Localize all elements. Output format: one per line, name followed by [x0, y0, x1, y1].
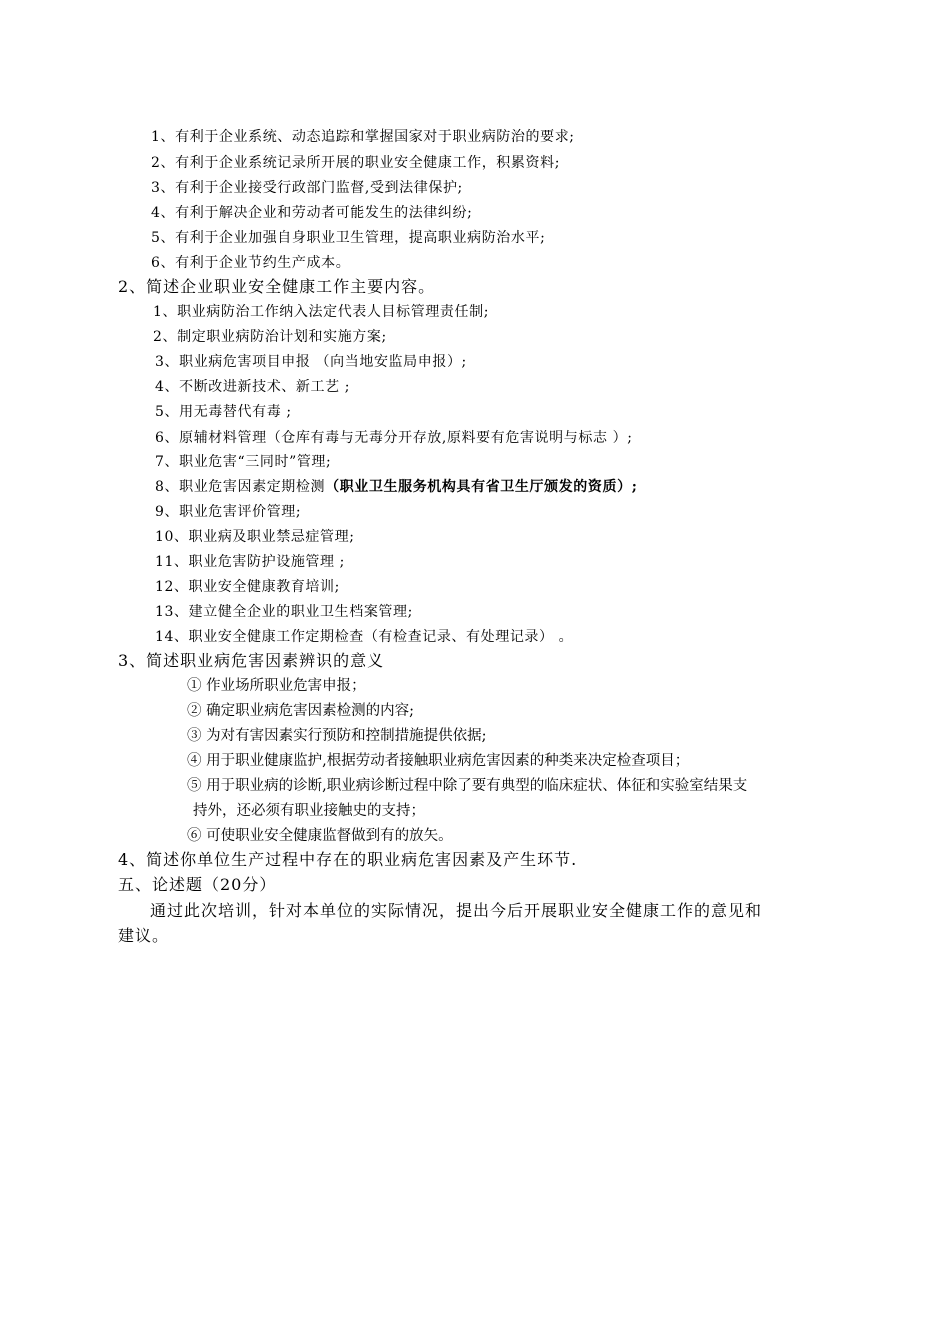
list-item-emphasis: （职业卫生服务机构具有省卫生厅颁发的资质）; — [325, 479, 638, 495]
question-2-heading: 2、简述企业职业安全健康工作主要内容。 — [118, 277, 436, 296]
list-item: 2、制定职业病防治计划和实施方案; — [153, 329, 387, 345]
list-item: 5、有利于企业加强自身职业卫生管理，提高职业病防治水平; — [151, 230, 546, 246]
list-item: 3、有利于企业接受行政部门监督,受到法律保护; — [151, 180, 463, 196]
list-item: ⑥ 可使职业安全健康监督做到有的放矢。 — [187, 828, 453, 844]
list-item-continuation: 持外，还必须有职业接触史的支持； — [193, 803, 425, 819]
list-item: 4、不断改进新技术、新工艺 ; — [155, 379, 351, 395]
list-item: 4、有利于解决企业和劳动者可能发生的法律纠纷; — [151, 205, 473, 221]
question-4-heading: 4、简述你单位生产过程中存在的职业病危害因素及产生环节. — [118, 850, 578, 869]
question-3-heading: 3、简述职业病危害因素辨识的意义 — [118, 651, 385, 670]
list-item: 6、原辅材料管理（仓库有毒与无毒分开存放,原料要有危害说明与标志 ）; — [155, 430, 633, 446]
list-item: ④ 用于职业健康监护,根据劳动者接触职业病危害因素的种类来决定检查项目； — [187, 753, 690, 769]
list-item: ③ 为对有害因素实行预防和控制措施提供依据; — [187, 728, 487, 744]
list-item — [155, 477, 637, 497]
essay-paragraph-line: 通过此次培训，针对本单位的实际情况，提出今后开展职业安全健康工作的意见和 — [150, 901, 763, 920]
list-item: 9、职业危害评价管理; — [155, 504, 302, 520]
list-item-text: 8、职业危害因素定期检测 — [155, 479, 326, 495]
essay-paragraph-line: 建议。 — [118, 926, 170, 945]
list-item: 5、用无毒替代有毒 ; — [155, 404, 292, 420]
list-item: 1、有利于企业系统、动态追踪和掌握国家对于职业病防治的要求; — [151, 129, 575, 145]
list-item: 12、职业安全健康教育培训; — [155, 579, 340, 595]
list-item: 14、职业安全健康工作定期检查（有检查记录、有处理记录） 。 — [155, 629, 574, 645]
list-item: 1、职业病防治工作纳入法定代表人目标管理责任制; — [153, 304, 490, 320]
section-5-heading: 五、论述题（20分） — [118, 875, 277, 894]
list-item: 10、职业病及职业禁忌症管理; — [155, 529, 355, 545]
list-item: 7、职业危害“三同时”管理; — [155, 454, 332, 470]
list-item: 2、有利于企业系统记录所开展的职业安全健康工作，积累资料; — [151, 155, 561, 171]
list-item: ⑤ 用于职业病的诊断,职业病诊断过程中除了要有典型的临床症状、体征和实验室结果支 — [187, 778, 748, 794]
list-item: 13、建立健全企业的职业卫生档案管理; — [155, 604, 413, 620]
list-item: 11、职业危害防护设施管理 ; — [155, 554, 345, 570]
list-item: 3、职业病危害项目申报 （向当地安监局申报）; — [155, 354, 467, 370]
list-item: ① 作业场所职业危害申报； — [187, 678, 366, 694]
list-item: ② 确定职业病危害因素检测的内容; — [187, 703, 414, 719]
list-item: 6、有利于企业节约生产成本。 — [151, 255, 351, 271]
